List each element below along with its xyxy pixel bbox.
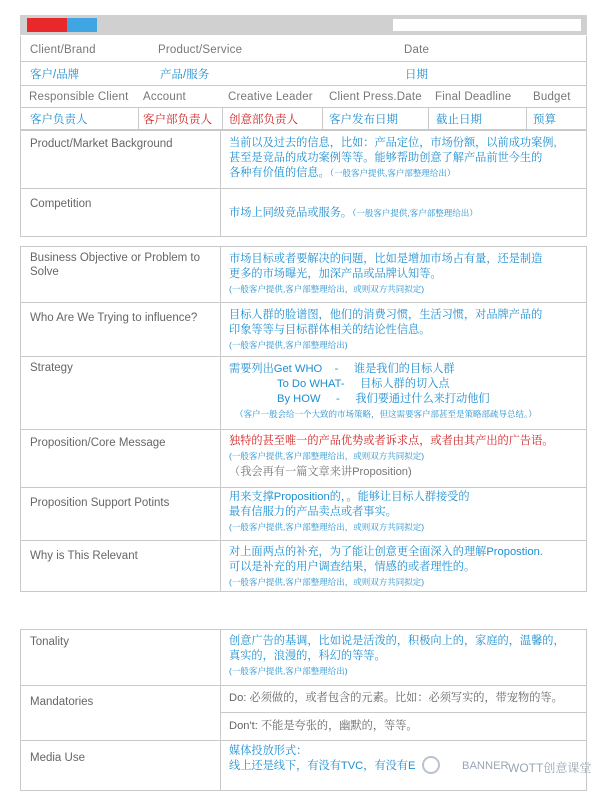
divider: [220, 712, 587, 713]
cell-divider: [322, 108, 323, 129]
divider: [20, 356, 587, 357]
text-line: 甚至是竞品的成功案例等等。能够帮助创意了解产品前世今生的: [229, 152, 543, 164]
client-press-date-label: Client Press.Date: [329, 91, 422, 103]
creative-leader-label: Creative Leader: [228, 91, 313, 103]
text-line: 目标人群的脸谱图，他们的消费习惯，生活习惯，对品牌产品的: [229, 309, 543, 321]
support-points-label: Proposition Support Potints: [30, 497, 170, 509]
text-line: 当前以及过去的信息，比如：产品定位，市场份额，以前成功案例,: [229, 137, 557, 149]
text-line: 用来支撑Proposition的，。能够让目标人群接受的: [229, 491, 470, 503]
who-influence-text: [229, 308, 584, 353]
cell-divider: [428, 108, 429, 129]
account-label: Account: [143, 91, 186, 103]
divider: [20, 429, 587, 430]
text-line: By HOW - 我们要通过什么来打动他们: [277, 393, 490, 405]
creative-leader-value: 创意部负责人: [229, 114, 298, 126]
tonality-label: Tonality: [30, 636, 69, 648]
watermark-logo-icon: [422, 756, 440, 774]
divider: [20, 740, 587, 741]
support-points-text: [229, 490, 584, 535]
media-use-tail: BANNER: [462, 760, 509, 772]
red-swatch: [27, 18, 67, 32]
date-value: 日期: [405, 69, 428, 81]
source-note: (一般客户提供,客户部整理给出): [229, 666, 348, 676]
business-objective-text: [229, 252, 584, 297]
source-note: （一般客户提供,客户部整理给出）: [352, 208, 478, 218]
business-objective-label: Business Objective or Problem to Solve: [30, 252, 201, 278]
client-press-date-value: 客户发布日期: [329, 114, 398, 126]
budget-value: 预算: [533, 114, 556, 126]
text-line: 可以是补充的用户调查结果，情感的或者理性的。: [229, 561, 476, 573]
date-label: Date: [404, 44, 430, 56]
text-line: 线上还是线下，有没有TVC，有没有E: [229, 760, 416, 772]
text-line: 独特的甚至唯一的产品优势或者诉求点，或者由其产出的广告语。: [229, 435, 554, 447]
text-line: 市场目标或者要解决的问题，比如是增加市场占有量，还是制造: [229, 253, 543, 265]
text-line: 对上面两点的补充，为了能让创意更全面深入的理解Propostion.: [229, 546, 543, 558]
text-line: To Do WHAT- 目标人群的切入点: [277, 378, 450, 390]
text-line: 印象等等与目标群体相关的结论性信息。: [229, 324, 431, 336]
text-line: 创意广告的基调，比如说是活泼的，积极向上的，家庭的，温馨的，: [229, 635, 565, 647]
relevance-label: Why is This Relevant: [30, 550, 138, 562]
source-note: （一般客户提供,客户部整理给出）: [329, 168, 456, 178]
budget-label: Budget: [533, 91, 571, 103]
text-line: 真实的，浪漫的，科幻的等等。: [229, 650, 386, 662]
responsible-client-label: Responsible Client: [29, 91, 129, 103]
text-line: [229, 166, 584, 181]
divider: [20, 487, 587, 488]
blue-swatch: [67, 18, 97, 32]
strategy-text: [229, 362, 584, 422]
text-line: 最有信服力的产品卖点或者事实。: [229, 506, 397, 518]
product-market-background-label: Product/Market Background: [30, 138, 173, 150]
do-text: Do: 必须做的，或者包含的元素。比如：必须写实的，带宠物的等。: [229, 692, 563, 704]
column-divider: [220, 130, 221, 237]
dont-text: Don't: 不能是夸张的，幽默的，等等。: [229, 720, 418, 732]
divider: [20, 188, 587, 189]
divider: [20, 302, 587, 303]
proposition-text: [229, 434, 584, 480]
tonality-text: [229, 634, 584, 679]
divider: [20, 61, 587, 62]
source-note: (一般客户提供,客户部整理给出，或则双方共同拟定): [229, 522, 425, 532]
divider: [20, 540, 587, 541]
watermark-text: WOTT创意课堂: [508, 761, 592, 775]
cell-divider: [222, 108, 223, 129]
text-span: 市场上同级竞品或服务。: [229, 207, 353, 219]
client-brand-label: Client/Brand: [30, 44, 96, 56]
strategy-label: Strategy: [30, 362, 73, 374]
relevance-text: [229, 545, 584, 590]
column-divider: [220, 629, 221, 791]
client-brand-value: 客户/品牌: [30, 69, 80, 81]
media-use-label: Media Use: [30, 752, 85, 764]
final-deadline-label: Final Deadline: [435, 91, 512, 103]
competition-label: Competition: [30, 198, 92, 210]
responsible-client-value: 客户负责人: [30, 114, 88, 126]
text-span: 各种有价值的信息。: [229, 167, 330, 179]
text-line: 更多的市场曝光，加深产品或品牌认知等。: [229, 268, 442, 280]
source-note: (一般客户提供,客户部整理给出): [229, 340, 348, 350]
source-note: (一般客户提供,客户部整理给出，或则双方共同拟定): [229, 284, 425, 294]
top-title-box: [393, 19, 581, 31]
source-note: (一般客户提供,客户部整理给出，或则双方共同拟定): [229, 577, 425, 587]
divider: [20, 85, 587, 86]
text-line: （我会再有一篇文章来讲Proposition): [229, 466, 412, 478]
product-service-label: Product/Service: [158, 44, 243, 56]
competition-text: [229, 206, 584, 221]
text-line: 媒体投放形式：: [229, 745, 308, 757]
divider: [20, 107, 587, 108]
product-service-value: 产品/服务: [160, 69, 210, 81]
who-influence-label: Who Are We Trying to influence?: [30, 312, 198, 324]
account-value: 客户部负责人: [143, 114, 212, 126]
proposition-label: Proposition/Core Message: [30, 437, 166, 449]
divider: [20, 685, 587, 686]
product-market-background-text: [229, 136, 584, 181]
mandatories-label: Mandatories: [30, 696, 94, 708]
source-note: （客户一般会给一个大致的市场策略，但这需要客户部甚至是策略部疏导总结。）: [235, 409, 537, 419]
final-deadline-value: 截止日期: [436, 114, 482, 126]
cell-divider: [526, 108, 527, 129]
text-line: 需要列出Get WHO - 谁是我们的目标人群: [229, 363, 455, 375]
cell-divider: [138, 108, 139, 129]
source-note: (一般客户提供,客户部整理给出，或则双方共同拟定): [229, 451, 425, 461]
